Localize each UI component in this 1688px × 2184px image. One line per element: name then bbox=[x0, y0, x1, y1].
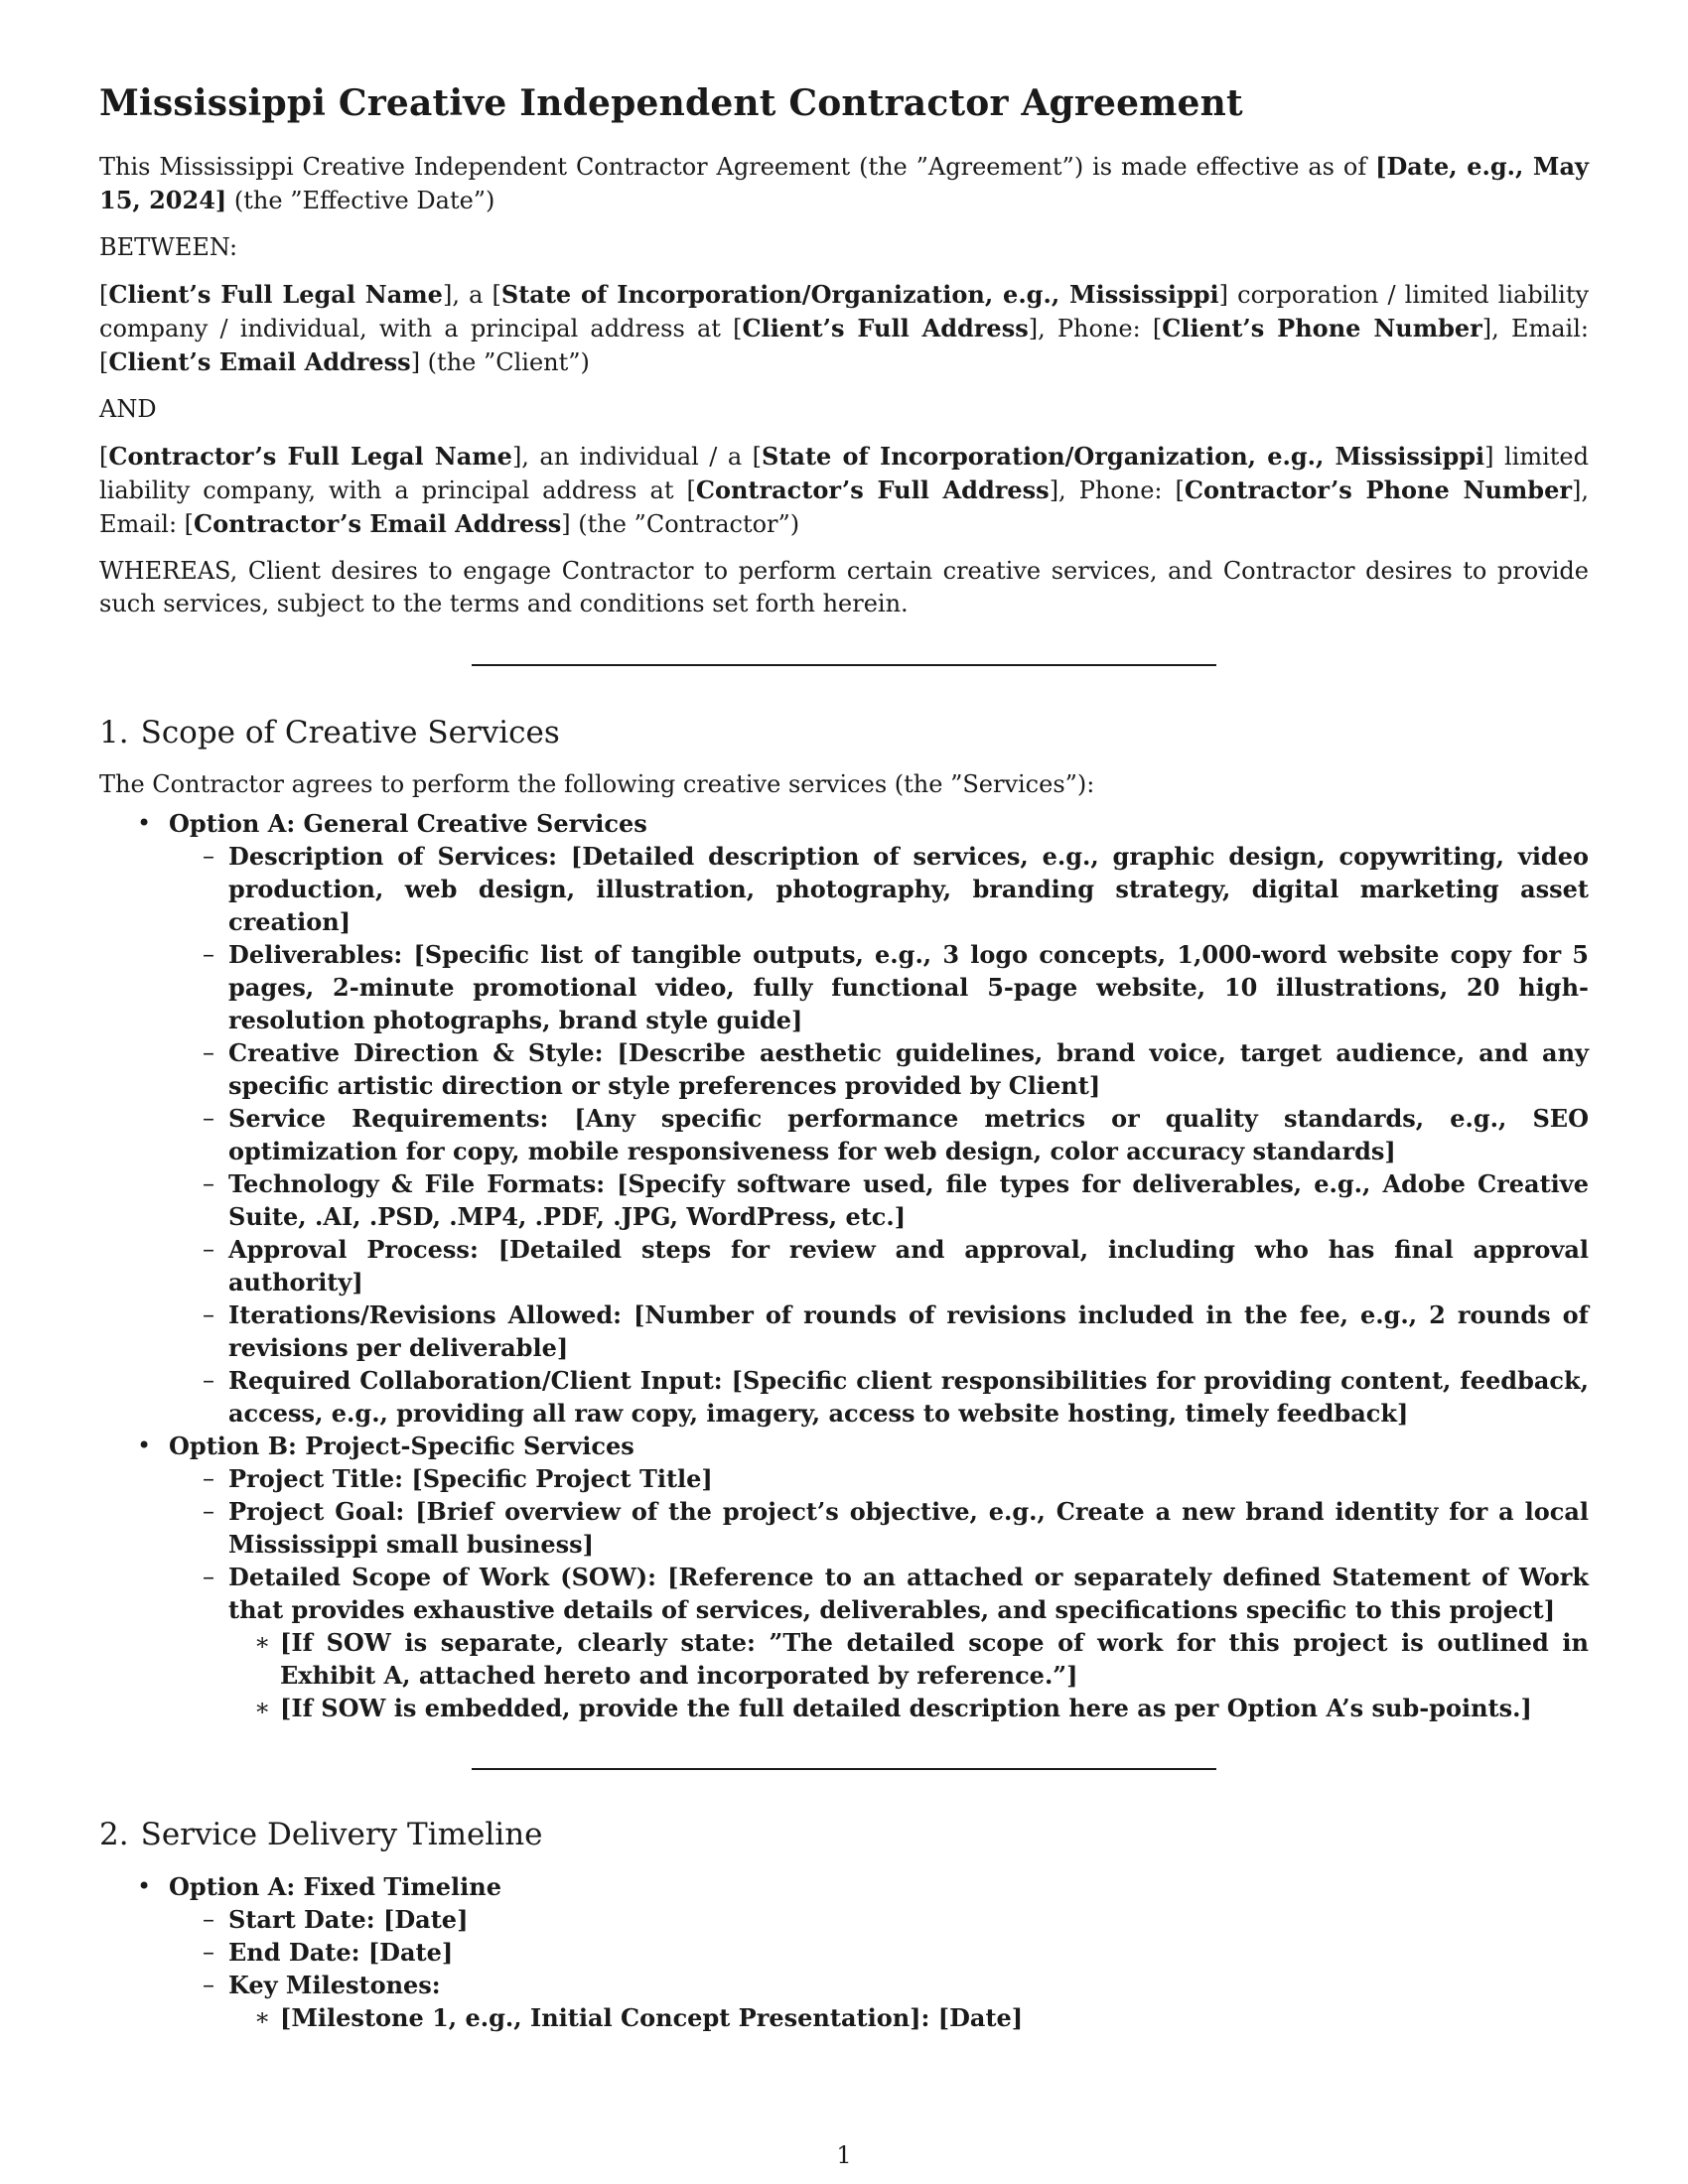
section-title: Scope of Creative Services bbox=[140, 715, 560, 751]
contractor-email-placeholder: Contractor’s Email Address bbox=[194, 509, 562, 538]
text-run: [ bbox=[99, 443, 109, 471]
option-list bbox=[99, 1870, 1589, 2034]
client-party-paragraph bbox=[99, 278, 1589, 379]
and-label: AND bbox=[99, 395, 157, 423]
sub-sub-list bbox=[228, 1626, 1589, 1724]
section-title: Service Delivery Timeline bbox=[140, 1816, 543, 1852]
sub-sub-list bbox=[228, 2001, 1589, 2034]
list-item bbox=[169, 1969, 1589, 2034]
text-run: ], Email: [ bbox=[99, 315, 1589, 376]
list-item: – Service Requirements: [Any specific performance metrics or quality standards, e.g., SEO optimization for copy, mobile responsiveness for web design, color accuracy standards] bbox=[169, 1102, 1589, 1167]
contractor-state-placeholder: State of Incorporation/Organization, e.g., Mississippi bbox=[761, 442, 1485, 471]
option-label: Option A: General Creative Services bbox=[169, 808, 647, 838]
client-email-placeholder: Client’s Email Address bbox=[108, 347, 411, 376]
list-item: – Creative Direction & Style: [Describe aesthetic guidelines, brand voice, target audience, and any specific artistic direction or style preferences provided by Client] bbox=[169, 1036, 1589, 1102]
text-run: ] (the ”Contractor”) bbox=[561, 510, 800, 538]
document-title: Mississippi Creative Independent Contractor Agreement bbox=[99, 82, 1243, 124]
intro-text: (the ”Effective Date”) bbox=[226, 187, 495, 214]
list-item bbox=[99, 807, 1589, 1430]
list-item: – Deliverables: [Specific list of tangible outputs, e.g., 3 logo concepts, 1,000-word website copy for 5 pages, 2-minute promotional video, fully functional 5-page website, 10 illustrations, 20 high-resolution photographs, brand style guide] bbox=[169, 938, 1589, 1036]
text-run: [ bbox=[99, 281, 109, 309]
section-number: 1. bbox=[99, 715, 129, 751]
section-divider bbox=[472, 664, 1216, 666]
section-heading-2 bbox=[99, 1816, 1589, 1854]
text-run: ] corporation / limited liability company / individual, with a principal address at [ bbox=[99, 281, 1590, 342]
list-item: ∗ [Milestone 1, e.g., Initial Concept Presentation]: [Date] bbox=[228, 2001, 1589, 2034]
list-item: ∗ [If SOW is embedded, provide the full detailed description here as per Option A’s sub-points.] bbox=[228, 1692, 1589, 1724]
list-item bbox=[99, 1870, 1589, 2034]
client-phone-placeholder: Client’s Phone Number bbox=[1162, 314, 1482, 342]
list-item: – Start Date: [Date] bbox=[169, 1903, 1589, 1936]
text-run: ], Phone: [ bbox=[1049, 477, 1185, 504]
list-item bbox=[99, 1430, 1589, 1724]
option-list bbox=[99, 807, 1589, 1724]
contractor-phone-placeholder: Contractor’s Phone Number bbox=[1184, 476, 1572, 504]
sub-list bbox=[169, 1462, 1589, 1724]
client-name-placeholder: Client’s Full Legal Name bbox=[108, 280, 443, 309]
option-label: Option A: Fixed Timeline bbox=[169, 1871, 502, 1901]
list-item-text: Detailed Scope of Work (SOW): [Reference to an attached or separately defined Statement of Work that provides exhaustive details of services, deliverables, and specifications specific to this project] bbox=[228, 1562, 1589, 1624]
section-lead: The Contractor agrees to perform the following creative services (the ”Services”): bbox=[99, 769, 1095, 798]
between-label: BETWEEN: bbox=[99, 233, 238, 261]
effective-date-placeholder: [Date, e.g., May 15, 2024] bbox=[99, 152, 1589, 214]
contractor-name-placeholder: Contractor’s Full Legal Name bbox=[108, 442, 512, 471]
text-run: ], Phone: [ bbox=[1028, 315, 1163, 342]
list-item: ∗ [If SOW is separate, clearly state: ”The detailed scope of work for this project is outlined in Exhibit A, attached hereto and incorporated by reference.”] bbox=[228, 1626, 1589, 1692]
text-run: ], Email: [ bbox=[99, 477, 1589, 538]
sub-list bbox=[169, 1903, 1589, 2034]
client-state-placeholder: State of Incorporation/Organization, e.g., Mississippi bbox=[500, 280, 1219, 309]
section-divider bbox=[472, 1768, 1216, 1770]
section-number: 2. bbox=[99, 1816, 129, 1852]
list-item: – Description of Services: [Detailed description of services, e.g., graphic design, copywriting, video production, web design, illustration, photography, branding strategy, digital marketing asset creation] bbox=[169, 840, 1589, 938]
text-run: ], an individual / a [ bbox=[511, 443, 762, 471]
document-page bbox=[99, 81, 1589, 2034]
text-run: ] (the ”Client”) bbox=[410, 348, 590, 376]
list-item bbox=[169, 1561, 1589, 1724]
contractor-party-paragraph bbox=[99, 440, 1589, 541]
section-2 bbox=[99, 1816, 1589, 2034]
list-item: – Required Collaboration/Client Input: [Specific client responsibilities for providing content, feedback, access, e.g., providing all raw copy, imagery, access to website hosting, timely feedback] bbox=[169, 1364, 1589, 1430]
section-heading-1 bbox=[99, 714, 1589, 752]
page-number: 1 bbox=[836, 2141, 852, 2169]
list-item: – Project Goal: [Brief overview of the project’s objective, e.g., Create a new brand identity for a local Mississippi small business] bbox=[169, 1495, 1589, 1561]
intro-text: This Mississippi Creative Independent Contractor Agreement (the ”Agreement”) is made effective as of bbox=[99, 153, 1376, 181]
list-item: – Approval Process: [Detailed steps for review and approval, including who has final approval authority] bbox=[169, 1233, 1589, 1298]
sub-list bbox=[169, 840, 1589, 1430]
option-label: Option B: Project-Specific Services bbox=[169, 1431, 634, 1460]
client-address-placeholder: Client’s Full Address bbox=[742, 314, 1029, 342]
list-item: – Technology & File Formats: [Specify software used, file types for deliverables, e.g., Adobe Creative Suite, .AI, .PSD, .MP4, .PDF, .JPG, WordPress, etc.] bbox=[169, 1167, 1589, 1233]
text-run: ] limited liability company, with a principal address at [ bbox=[99, 443, 1589, 504]
list-item: – Project Title: [Specific Project Title] bbox=[169, 1462, 1589, 1495]
contractor-address-placeholder: Contractor’s Full Address bbox=[695, 476, 1050, 504]
text-run: ], a [ bbox=[442, 281, 501, 309]
whereas-paragraph: WHEREAS, Client desires to engage Contractor to perform certain creative services, and Contractor desires to provide such services, subject to the terms and conditions set forth herein. bbox=[99, 557, 1589, 617]
effective-date-paragraph bbox=[99, 150, 1589, 217]
list-item: – End Date: [Date] bbox=[169, 1936, 1589, 1969]
list-item-text: Key Milestones: bbox=[228, 1970, 441, 1999]
list-item: – Iterations/Revisions Allowed: [Number of rounds of revisions included in the fee, e.g., 2 rounds of revisions per deliverable] bbox=[169, 1298, 1589, 1364]
